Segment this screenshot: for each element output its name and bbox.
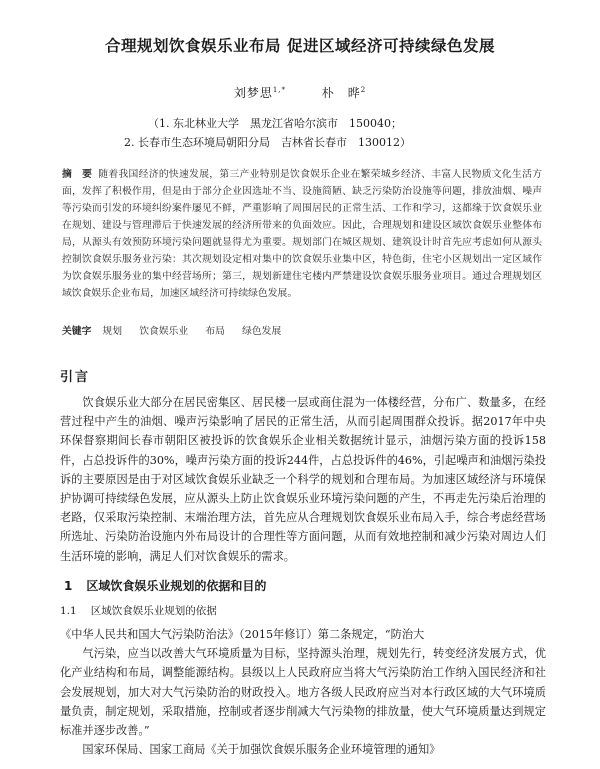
intro-paragraph: 饮食娱乐业大部分在居民密集区、居民楼一层或商住混为一体楼经营，分布广、数量多，在经营过程中产生的油烟、噪声污染影响了居民的正常生活，从而引起周围群众投诉。据2017年中央环保督察期间长春市朝阳区被投诉的饮食娱乐企业相关数据统计显示，油烟污染方面的投诉158件，占总投诉件的30%，噪声污染方面的投诉244件，占总投诉件的46%，引起噪声和油烟污染投诉的主要原因是由于对区域饮食娱乐业缺乏一个科学的规划和合理布局。为加速区域经济与环境保护协调可持续绿色发展，应从源头上防止饮食娱乐业环境污染问题的产生，不再走先污染后治理的老路，仅采取污染控制、末端治理方法，首先应从合理规划饮食娱乐业布局入手，综合考虑经营场所选址、污染防治设施内外布局设计的合理性等方面问题，从而有效地控制和减少污染对周边人们生活环境的影响，满足人们对饮食娱乐的需求。 <box>60 396 546 563</box>
affiliation-line: 2. 长春市生态环境局朝阳分局 吉林省长春市 130012） <box>124 136 411 149</box>
abstract-text: 随着我国经济的快速发展，第三产业特别是饮食娱乐企业在繁荣城乡经济、丰富人民物质文化生活方面，发挥了积极作用，但是由于部分企业因选址不当、设施简陋、缺乏污染防治设施等问题，排放油烟、噪声等污染而引发的环境纠纷案件屡见不鲜，严重影响了周围居民的正常生活、工作和学习，这都缘于饮食娱乐业在规划、建设与管理滞后于快速发展的经济所带来的负面效应。因此，合理规划和建设区域饮食娱乐业整体布局，从源头有效预防环境污染问题就显得尤为重要。规划部门在城区规划、建筑设计时首先应考虑如何从源头控制饮食娱乐服务业污染：其次规划设定相对集中的饮食娱乐业集中区，特色街，住宅小区规划出一定区域作为饮食娱乐服务业的集中经营场所；第三，规划新建住宅楼内严禁建设饮食娱乐服务业项目。通过合理规划区域饮食娱乐企业布局，加速区域经济可持续绿色发展。 <box>62 169 543 299</box>
subsection-heading <box>60 603 217 618</box>
author-superscript: 1,* <box>272 86 287 94</box>
keywords-label: 关键字 <box>62 326 92 337</box>
author-superscript: 2 <box>360 86 367 94</box>
subsection-number: 1.1 <box>60 605 77 617</box>
section-heading <box>60 577 266 594</box>
law-paragraph: 气污染，应当以改善大气环境质量为目标，坚持源头治理，规划先行，转变经济发展方式，优化产业结构和布局，调整能源结构。县级以上人民政府应当将大气污染防治工作纳入国民经济和社会发展规划，加大对大气污染防治的财政投入。地方各级人民政府应当对本行政区域的大气环境质量负责，制定规划，采取措施，控制或者逐步削减大气污染物的排放量，使大气环境质量达到规定标准并逐步改善。” <box>60 647 546 738</box>
keyword: 规划 <box>102 326 123 337</box>
keyword: 饮食娱乐业 <box>139 326 189 337</box>
author-line <box>0 84 600 101</box>
keywords <box>62 323 542 340</box>
intro-body <box>60 393 546 566</box>
section-number: 1 <box>64 579 73 593</box>
notice-line: 国家环保局、国家工商局《关于加强饮食娱乐服务企业环境管理的通知》 <box>82 743 441 757</box>
keyword: 布局 <box>205 326 225 337</box>
law-intro: 《中华人民共和国大气污染防治法》（2015年修订）第二条规定，“防治大 <box>60 628 425 641</box>
keyword: 绿色发展 <box>242 326 282 337</box>
abstract-label: 摘 要 <box>62 169 93 180</box>
affiliations <box>124 114 588 152</box>
author-name: 朴 晔 <box>321 86 361 100</box>
subsection-title: 区域饮食娱乐业规划的依据 <box>90 605 217 617</box>
section-title: 区域饮食娱乐业规划的依据和目的 <box>86 579 267 593</box>
intro-heading: 引言 <box>60 370 91 385</box>
affiliation-line: （1. 东北林业大学 黑龙江省哈尔滨市 150040； <box>148 117 402 130</box>
abstract <box>62 166 542 302</box>
author-name: 刘梦思 <box>233 86 273 100</box>
paper-title: 合理规划饮食娱乐业布局 促进区域经济可持续绿色发展 <box>105 37 495 55</box>
section-body <box>60 625 546 759</box>
